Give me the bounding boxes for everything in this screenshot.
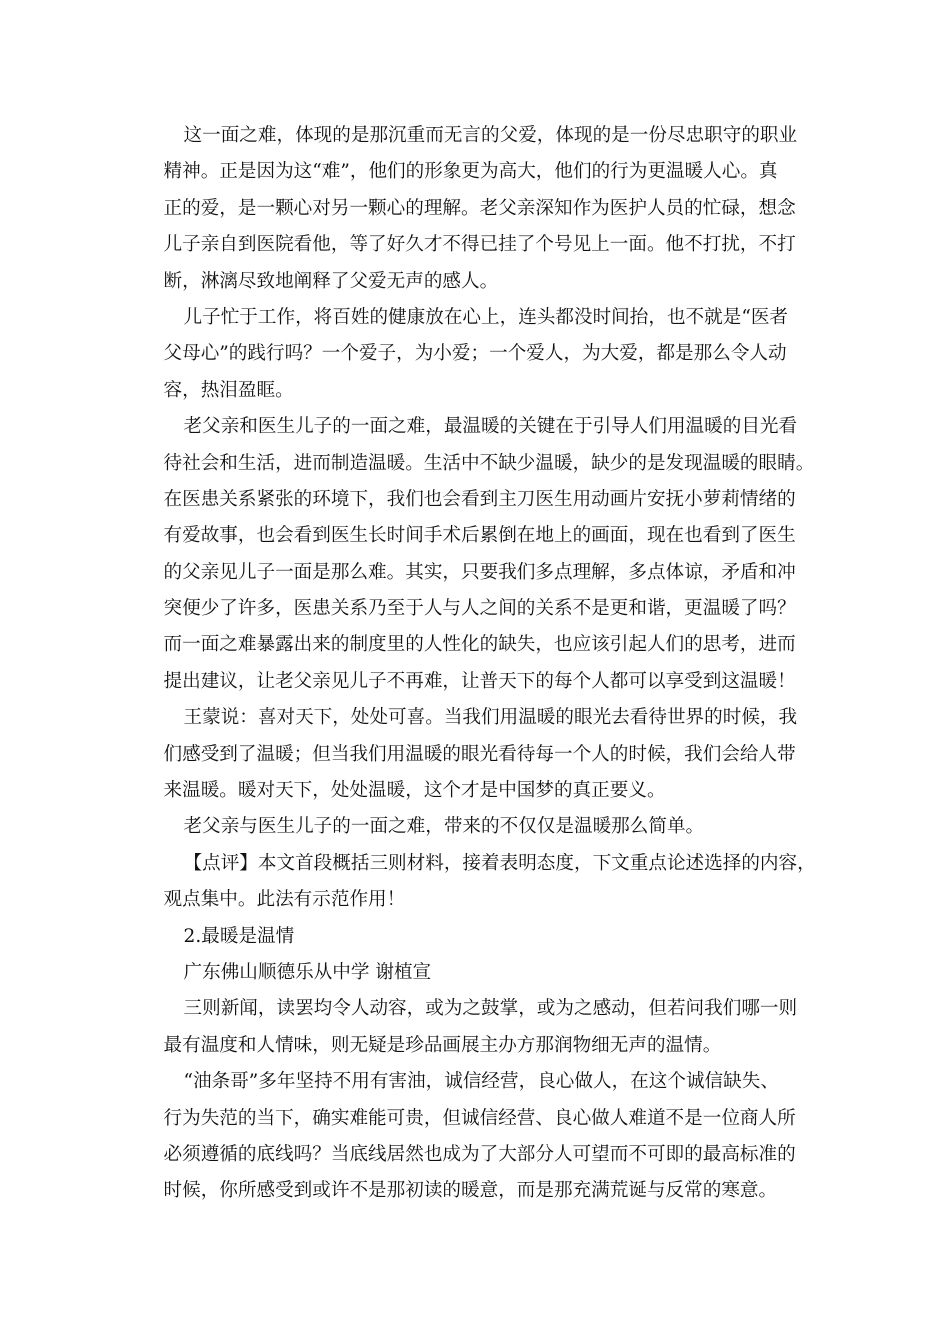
paragraph-2 xyxy=(144,300,812,409)
text-line: 老父亲与医生儿子的一面之难，带来的不仅仅是温暖那么简单。 xyxy=(183,816,705,838)
text-line: 儿子忙于工作，将百姓的健康放在心上，连头都没时间抬，也不就是“医者 xyxy=(183,306,789,328)
text-line: 提出建议，让老父亲见儿子不再难，让普天下的每个人都可以享受到这温暖！ xyxy=(163,670,796,692)
author-line xyxy=(144,955,812,991)
text-line: 精神。正是因为这“难”，他们的形象更为高大，他们的行为更温暖人心。真 xyxy=(163,161,778,183)
text-line: 这一面之难，体现的是那沉重而无言的父爱，体现的是一份尽忠职守的职业 xyxy=(183,125,798,146)
text-line: 广东佛山顺德乐从中学 谢植宣 xyxy=(183,961,432,983)
text-line: 容，热泪盈眶。 xyxy=(163,379,294,401)
text-line: 时候，你所感受到或许不是那初读的暖意，而是那充满荒诞与反常的寒意。 xyxy=(163,1180,778,1202)
text-line: 行为失范的当下，确实难能可贵，但诚信经营、良心做人难道不是一位商人所 xyxy=(163,1107,796,1129)
text-line: 来温暖。暖对天下，处处温暖，这个才是中国梦的真正要义。 xyxy=(163,780,666,802)
essay-title xyxy=(144,919,812,955)
paragraph-3 xyxy=(144,409,815,700)
text-line: 有爱故事，也会看到医生长时间手术后累倒在地上的画面，现在也看到了医生 xyxy=(163,525,796,547)
text-line: 观点集中。此法有示范作用！ xyxy=(163,889,406,911)
paragraph-1 xyxy=(144,118,812,300)
paragraph-6 xyxy=(144,991,812,1064)
comment-paragraph xyxy=(144,846,816,919)
text-line: 父母心”的践行吗？一个爱子，为小爱；一个爱人，为大爱，都是那么令人动 xyxy=(163,343,787,365)
text-line: 而一面之难暴露出来的制度里的人性化的缺失，也应该引起人们的思考，进而 xyxy=(163,634,796,656)
document-body xyxy=(144,118,816,1210)
paragraph-5 xyxy=(144,809,812,845)
paragraph-7 xyxy=(144,1064,812,1210)
text-line: 待社会和生活，进而制造温暖。生活中不缺少温暖，缺少的是发现温暖的眼睛。 xyxy=(163,452,815,474)
text-line: 【点评】本文首段概括三则材料，接着表明态度，下文重点论述选择的内容， xyxy=(183,852,816,874)
text-line: 王蒙说：喜对天下，处处可喜。当我们用温暖的眼光去看待世界的时候，我 xyxy=(183,707,798,729)
text-line: 们感受到了温暖；但当我们用温暖的眼光看待每一个人的时候，我们会给人带 xyxy=(163,743,796,765)
text-line: 断，淋漓尽致地阐释了父爱无声的感人。 xyxy=(163,270,499,292)
text-line: 突便少了许多，医患关系乃至于人与人之间的关系不是更和谐，更温暖了吗？ xyxy=(163,598,796,620)
text-line: 最有温度和人情味，则无疑是珍品画展主办方那润物细无声的温情。 xyxy=(163,1034,722,1056)
text-line: 三则新闻，读罢均令人动容，或为之鼓掌，或为之感动，但若问我们哪一则 xyxy=(183,998,798,1020)
text-line: 正的爱，是一颗心对另一颗心的理解。老父亲深知作为医护人员的忙碌，想念 xyxy=(163,197,796,219)
text-line: 2.最暖是温情 xyxy=(183,925,295,947)
paragraph-4 xyxy=(144,700,812,809)
text-line: 必须遵循的底线吗？当底线居然也成为了大部分人可望而不可即的最高标准的 xyxy=(163,1143,796,1165)
text-line: 在医患关系紧张的环境下，我们也会看到主刀医生用动画片安抚小萝莉情绪的 xyxy=(163,488,796,510)
text-line: 的父亲见儿子一面是那么难。其实，只要我们多点理解，多点体谅，矛盾和冲 xyxy=(163,561,796,583)
text-line: 老父亲和医生儿子的一面之难，最温暖的关键在于引导人们用温暖的目光看 xyxy=(183,416,798,438)
text-line: 儿子亲自到医院看他，等了好久才不得已挂了个号见上一面。他不打扰，不打 xyxy=(163,234,796,256)
text-line: “油条哥”多年坚持不用有害油，诚信经营，良心做人，在这个诚信缺失、 xyxy=(183,1071,779,1093)
